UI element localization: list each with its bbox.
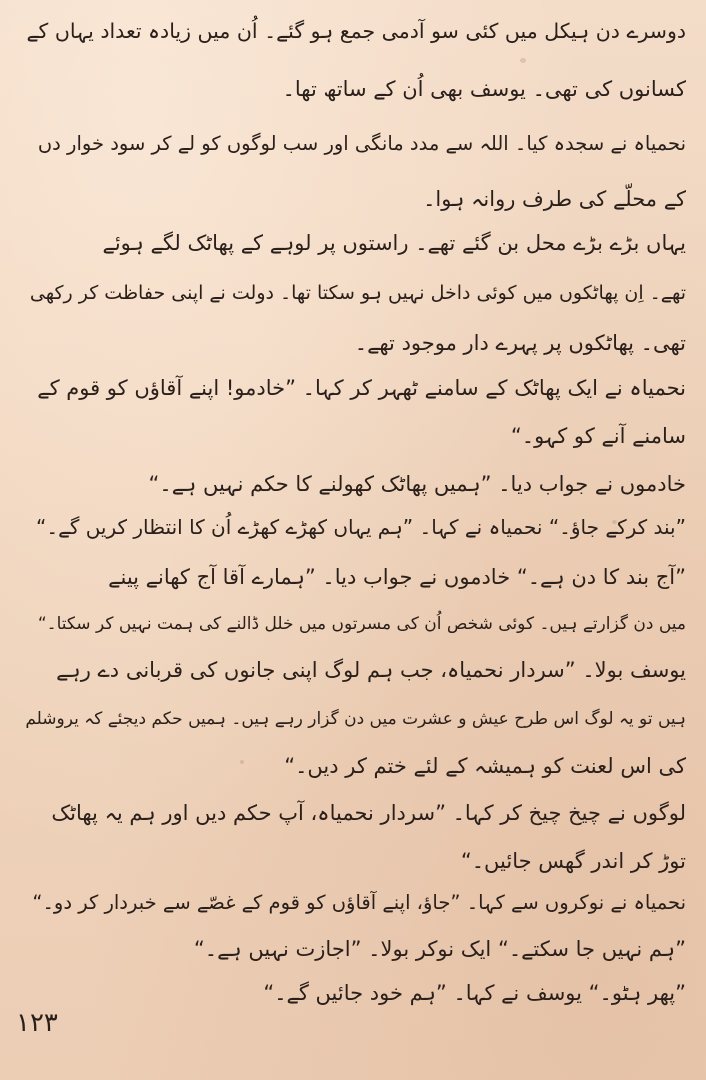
text-line: یوسف بولا۔ ”سردار نحمیاہ، جب ہم لوگ اپنی جانوں کی قربانی دے رہے [56,658,686,682]
text-line: کسانوں کی تھی۔ یوسف بھی اُن کے ساتھ تھا۔ [282,77,686,101]
text-line: نحمیاہ نے سجدہ کیا۔ اللہ سے مدد مانگی اور سب لوگوں کو لے کر سود خوار دں [37,132,686,155]
text-line: یہاں بڑے بڑے محل بن گئے تھے۔ راستوں پر لوہے کے پھاٹک لگے ہوئے [102,231,686,255]
text-line: ”پھر ہٹو۔“ یوسف نے کہا۔ ”ہم خود جائیں گے۔“ [263,981,686,1005]
text-line: لوگوں نے چیخ چیخ کر کہا۔ ”سردار نحمیاہ، آپ حکم دیں اور ہم یہ پھاٹک [51,801,686,825]
text-line: ”بند کرکے جاؤ۔“ نحمیاہ نے کہا۔ ”ہم یہاں کھڑے کھڑے اُن کا انتظار کریں گے۔“ [36,515,686,539]
text-line: ”آج بند کا دن ہے۔“ خادموں نے جواب دیا۔ ”ہمارے آقا آج کھانے پینے [108,565,686,589]
text-line: نحمیاہ نے نوکروں سے کہا۔ ”جاؤ، اپنے آقاؤں کو قوم کے غصّے سے خبردار کر دو۔“ [32,891,686,914]
text-line: تھی۔ پھاٹکوں پر پہرے دار موجود تھے۔ [354,331,686,355]
text-line: خادموں نے جواب دیا۔ ”ہمیں پھاٹک کھولنے کا حکم نہیں ہے۔“ [148,472,686,496]
text-line: ہیں تو یہ لوگ اس طرح عیش و عشرت میں دن گزار رہے ہیں۔ ہمیں حکم دیجئے کہ یروشلم [25,709,686,729]
text-line: میں دن گزارتے ہیں۔ کوئی شخص اُن کی مسرتوں میں خلل ڈالنے کی ہمت نہیں کر سکتا۔“ [37,614,686,634]
text-line: کے محلّے کی طرف روانہ ہوا۔ [423,187,686,211]
page-stain [520,58,526,63]
text-line: سامنے آنے کو کہو۔“ [510,424,686,448]
text-line: نحمیاہ نے ایک پھاٹک کے سامنے ٹھہر کر کہا۔ ”خادمو! اپنے آقاؤں کو قوم کے [37,376,686,400]
text-line: ”ہم نہیں جا سکتے۔“ ایک نوکر بولا۔ ”اجازت نہیں ہے۔“ [193,937,686,961]
text-line: کی اس لعنت کو ہمیشہ کے لئے ختم کر دیں۔“ [284,754,686,778]
page-stain [240,760,244,764]
page-number: ۱۲۳ [16,1008,58,1038]
text-line: تھے۔ اِن پھاٹکوں میں کوئی داخل نہیں ہو سکتا تھا۔ دولت نے اپنی حفاظت کر رکھی [29,282,686,304]
text-line: دوسرے دن ہیکل میں کئی سو آدمی جمع ہو گئے۔ اُن میں زیادہ تعداد یہاں کے [26,19,686,43]
text-line: توڑ کر اندر گھس جائیں۔“ [460,849,686,873]
